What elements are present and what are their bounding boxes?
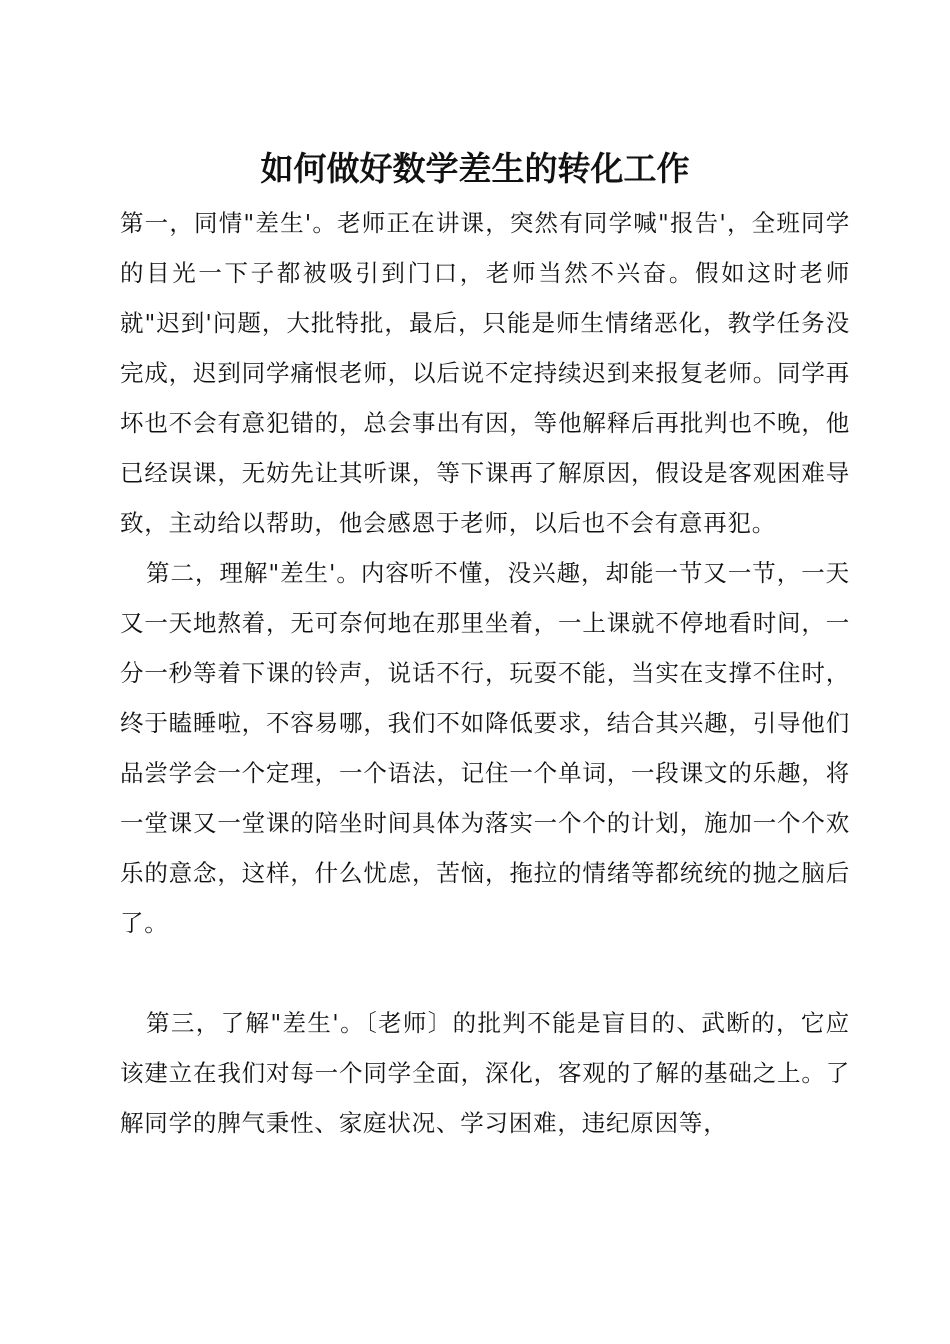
document-title: 如何做好数学差生的转化工作 bbox=[260, 149, 690, 188]
paragraph-sympathize: 第一，同情"差生'。老师正在讲课，突然有同学喊"报告'，全班同学的目光一下子都被吸引到门口，老师当然不兴奋。假如这时老师就"迟到'问题，大批特批，最后，只能是师生情绪恶化，教学任务没完成，迟到同学痛恨老师，以后说不定持续迟到来报复老师。同学再坏也不会有意犯错的，总会事出有因，等他解释后再批判也不晚，他已经误课，无妨先让其听课，等下课再了解原因，假设是客观困难导致，主动给以帮助，他会感恩于老师，以后也不会有意再犯。 bbox=[120, 209, 850, 537]
paragraph-understand: 第二，理解"差生'。内容听不懂，没兴趣，却能一节又一节，一天又一天地熬着，无可奈何地在那里坐着，一上课就不停地看时间，一分一秒等着下课的铃声，说话不行，玩耍不能，当实在支撑不住时，终于瞌睡啦，不容易哪，我们不如降低要求，结合其兴趣，引导他们品尝学会一个定理，一个语法，记住一个单词，一段课文的乐趣，将一堂课又一堂课的陪坐时间具体为落实一个个的计划，施加一个个欢乐的意念，这样，什么忧虑，苦恼，拖拉的情绪等都统统的抛之脑后了。 bbox=[120, 559, 850, 937]
document-body bbox=[120, 198, 850, 1148]
paragraph-know: 第三，了解"差生'。〔老师〕的批判不能是盲目的、武断的，它应该建立在我们对每一个同学全面，深化，客观的了解的基础之上。了解同学的脾气秉性、家庭状况、学习困难，违纪原因等， bbox=[120, 1009, 850, 1137]
